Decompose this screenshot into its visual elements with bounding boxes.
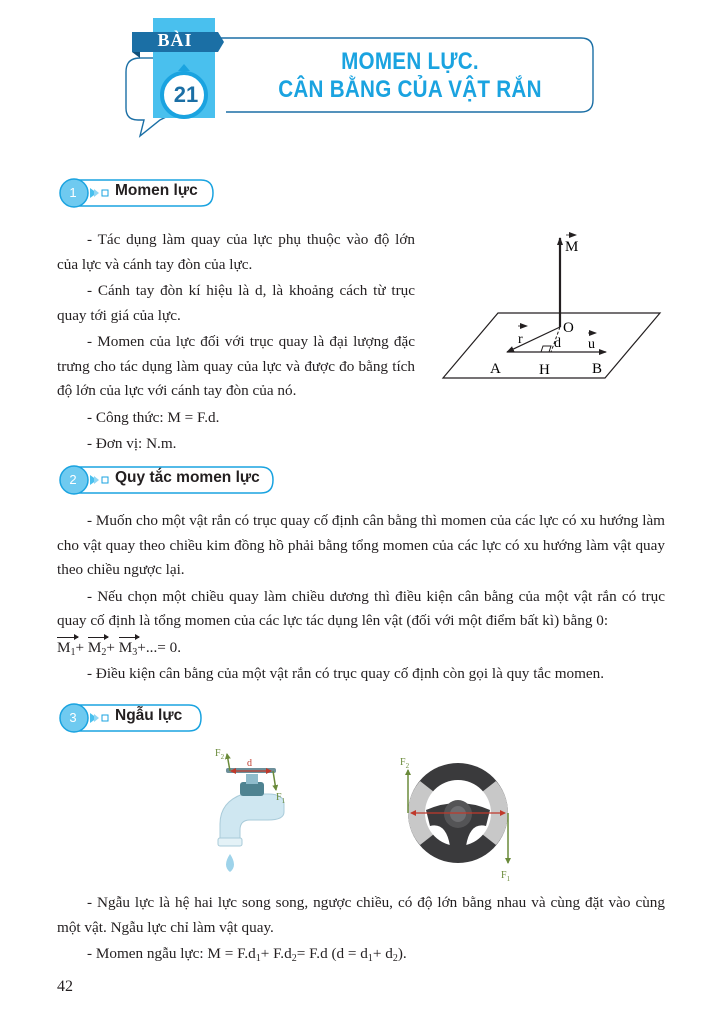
moment-symbol: M bbox=[87, 638, 102, 656]
formula-part: ). bbox=[397, 945, 407, 962]
label-F2: F bbox=[400, 757, 406, 768]
section-heading-1 bbox=[57, 178, 217, 208]
section-2-text bbox=[57, 509, 665, 687]
label-sub: 2 bbox=[220, 753, 225, 761]
subscript: 1 bbox=[367, 953, 373, 964]
section-title: Momen lực bbox=[115, 182, 198, 199]
paragraph: - Cánh tay đòn kí hiệu là d, là khoảng cách từ trục quay tới giá của lực. bbox=[57, 282, 415, 324]
unit-line: - Đơn vị: N.m. bbox=[87, 435, 177, 452]
label-sub: 2 bbox=[405, 762, 410, 770]
equation-tail: +...= 0. bbox=[137, 638, 182, 656]
lesson-number: 21 bbox=[173, 82, 199, 107]
subscript: 1 bbox=[255, 953, 261, 964]
label-B: B bbox=[592, 361, 603, 377]
label-sub: 1 bbox=[281, 797, 286, 805]
moment-vector-diagram bbox=[435, 225, 670, 385]
label-F1: F bbox=[276, 792, 282, 803]
page-title bbox=[264, 48, 556, 104]
label-H: H bbox=[539, 362, 550, 378]
page-number: 42 bbox=[57, 978, 73, 995]
section-number: 2 bbox=[69, 472, 77, 487]
couple-moment-formula bbox=[57, 942, 665, 967]
steering-wheel-couple-illustration bbox=[390, 748, 525, 883]
force-F1 bbox=[273, 771, 276, 790]
moment-symbol: M bbox=[118, 638, 133, 656]
moment-symbol: M bbox=[57, 638, 71, 656]
right-angle-mark bbox=[541, 346, 551, 352]
label-r: r bbox=[518, 332, 523, 347]
label-O: O bbox=[563, 320, 574, 336]
formula-part: + F.d bbox=[260, 945, 292, 962]
section-title: Ngẫu lực bbox=[115, 707, 183, 724]
svg-text:F2 bbox=[215, 748, 225, 761]
label-M: M bbox=[565, 239, 579, 255]
paragraph: - Momen của lực đối với trục quay là đại lượng đặc trưng cho tác dụng làm quay của lực và được đo bằng tích độ lớn của lực với cánh tay đòn của nó. bbox=[57, 333, 415, 399]
title-line-2: CÂN BẰNG CỦA VẬT RẮN bbox=[278, 76, 542, 103]
subscript: 3 bbox=[132, 646, 138, 658]
plus-sign: + bbox=[106, 638, 115, 656]
label-d: d bbox=[247, 758, 252, 769]
lesson-label: BÀI bbox=[157, 30, 193, 50]
section-title: Quy tắc momen lực bbox=[115, 469, 260, 486]
svg-text:F2 bbox=[400, 757, 410, 770]
formula-line: - Công thức: M = F.d. bbox=[87, 408, 220, 426]
label-F2: F bbox=[215, 748, 221, 759]
subscript: 1 bbox=[70, 646, 76, 658]
formula-part: = F.d (d = d bbox=[296, 945, 368, 962]
label-d: d bbox=[554, 336, 561, 351]
section-1-text bbox=[57, 228, 415, 457]
plus-sign: + bbox=[75, 638, 85, 656]
label-F1: F bbox=[501, 870, 507, 881]
section-heading-3 bbox=[57, 703, 205, 733]
section-3-text bbox=[57, 891, 665, 967]
label-u: u bbox=[588, 337, 595, 352]
section-number: 3 bbox=[69, 710, 77, 725]
faucet-couple-illustration bbox=[198, 742, 303, 877]
svg-text:F1 bbox=[501, 870, 511, 883]
paragraph: - Tác dụng làm quay của lực phụ thuộc vào độ lớn của lực và cánh tay đòn của lực. bbox=[57, 231, 415, 273]
subscript: 2 bbox=[392, 953, 398, 964]
formula-part: + d bbox=[372, 945, 393, 962]
formula-part: - Momen ngẫu lực: M = F.d bbox=[87, 945, 256, 962]
paragraph: - Nếu chọn một chiều quay làm chiều dương thì điều kiện cân bằng của một vật rắn có trục quay cố định là tổng momen của các lực tác dụng lên vật (đối với một điểm bất kì) bằng 0: bbox=[57, 587, 665, 629]
section-number: 1 bbox=[69, 185, 77, 200]
subscript: 2 bbox=[291, 953, 297, 964]
title-line-1: MOMEN LỰC. bbox=[341, 48, 479, 75]
equilibrium-equation bbox=[57, 636, 665, 661]
label-A: A bbox=[490, 361, 501, 377]
label-sub: 1 bbox=[506, 875, 511, 883]
paragraph: - Muốn cho một vật rắn có trục quay cố định cân bằng thì momen của các lực có xu hướng làm cho vật quay theo chiều kim đồng hồ phải bằng tổng momen của các lực có xu hướng làm vật quay theo chiều ngược lại. bbox=[57, 512, 665, 578]
paragraph: - Điều kiện cân bằng của một vật rắn có trục quay cố định còn gọi là quy tắc momen. bbox=[87, 665, 605, 682]
section-heading-2 bbox=[57, 465, 277, 495]
subscript: 2 bbox=[101, 646, 107, 658]
paragraph: - Ngẫu lực là hệ hai lực song song, ngược chiều, có độ lớn bằng nhau và cùng đặt vào cùng một vật. Ngẫu lực chỉ làm vật quay. bbox=[57, 894, 665, 936]
